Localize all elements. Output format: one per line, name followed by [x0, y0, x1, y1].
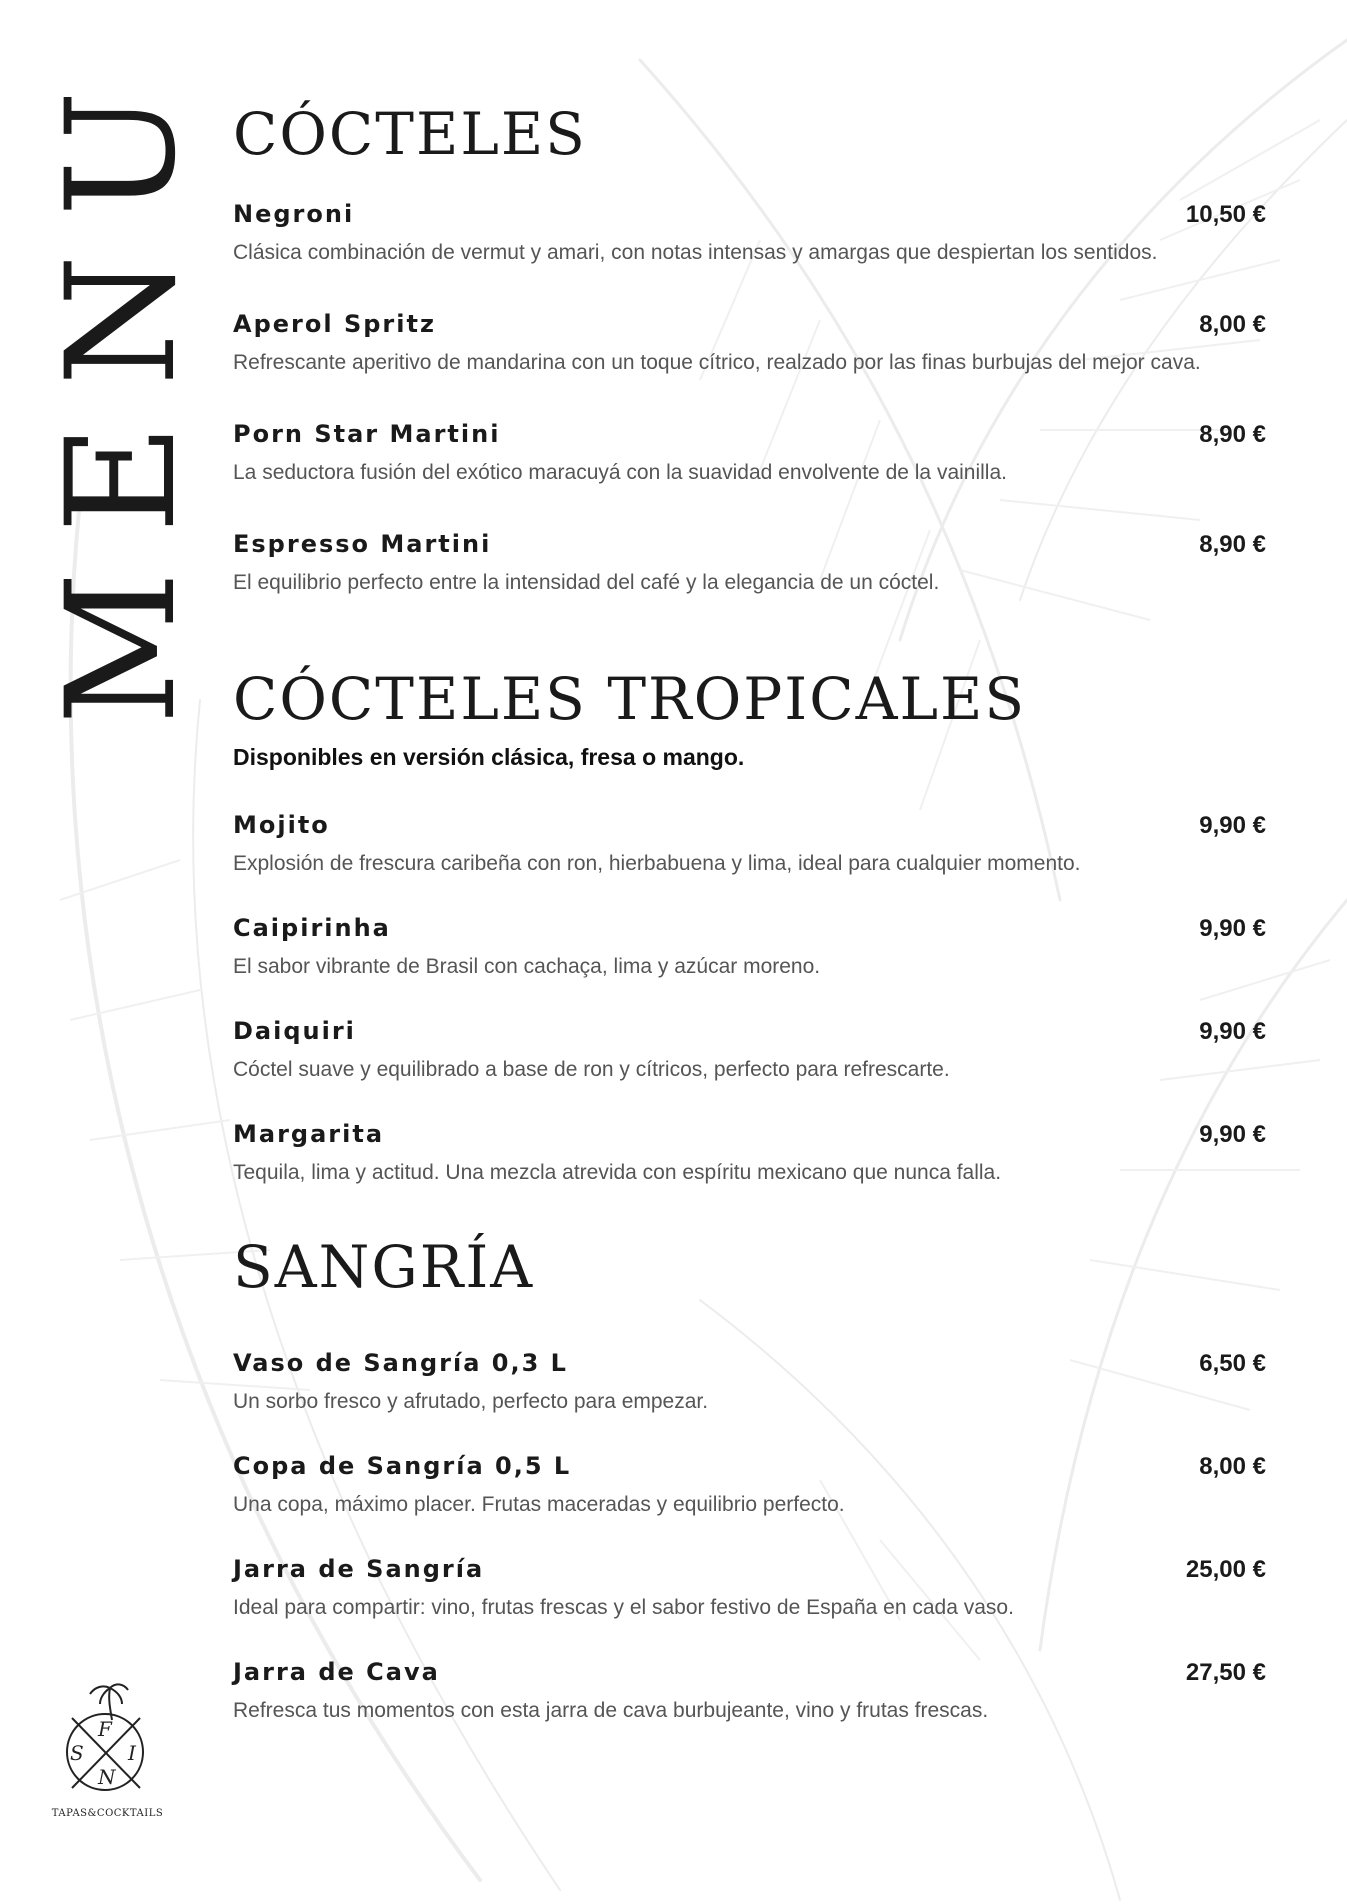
item-description: Ideal para compartir: vino, frutas frescas y el sabor festivo de España en cada vaso.	[233, 1595, 1014, 1619]
section-title: CÓCTELES	[233, 100, 587, 168]
item-name: Daiquiri	[233, 1017, 356, 1046]
item-price: 9,90 €	[1199, 915, 1266, 943]
logo-emblem-icon	[50, 1680, 165, 1805]
section-sangria	[233, 1233, 1266, 1723]
item-name: Jarra de Cava	[233, 1657, 440, 1686]
item-price: 8,90 €	[1199, 530, 1266, 558]
menu-side-title: MENU	[35, 52, 209, 725]
item-description: Cóctel suave y equilibrado a base de ron y cítricos, perfecto para refrescarte.	[233, 1058, 950, 1082]
menu-item	[233, 310, 1266, 375]
menu-item	[233, 811, 1266, 876]
menu-item	[233, 530, 1266, 595]
item-price: 8,00 €	[1199, 1452, 1266, 1480]
item-description: Un sorbo fresco y afrutado, perfecto para empezar.	[233, 1389, 709, 1413]
item-price: 10,50 €	[1185, 200, 1266, 228]
item-price: 9,90 €	[1199, 812, 1266, 840]
logo-letter-i: I	[128, 1741, 136, 1765]
section-title: CÓCTELES TROPICALES	[233, 664, 1027, 733]
item-name: Caipirinha	[233, 914, 391, 943]
item-price: 9,90 €	[1199, 1121, 1266, 1149]
item-list	[233, 200, 1266, 595]
logo-letter-f: F	[98, 1717, 112, 1741]
item-description: Explosión de frescura caribeña con ron, hierbabuena y lima, ideal para cualquier momento.	[233, 852, 1081, 876]
menu-item	[233, 1452, 1266, 1517]
item-name: Porn Star Martini	[233, 419, 501, 448]
sfin-logo	[50, 1680, 165, 1825]
section-title: SANGRÍA	[233, 1233, 535, 1302]
item-price: 8,90 €	[1199, 420, 1266, 448]
menu-item	[233, 1017, 1266, 1082]
logo-tagline: TAPAS&COCKTAILS	[51, 1808, 164, 1819]
item-name: Espresso Martini	[233, 529, 492, 558]
item-price: 9,90 €	[1199, 1018, 1266, 1046]
item-list	[233, 811, 1266, 1185]
menu-item	[233, 1349, 1266, 1414]
item-name: Jarra de Sangría	[233, 1554, 485, 1583]
item-name: Copa de Sangría 0,5 L	[233, 1451, 572, 1480]
item-price: 8,00 €	[1199, 310, 1266, 338]
item-list	[233, 1349, 1266, 1723]
item-name: Margarita	[233, 1120, 385, 1149]
menu-content	[233, 100, 1266, 1723]
item-description: Refresca tus momentos con esta jarra de cava burbujeante, vino y frutas frescas.	[233, 1698, 989, 1722]
item-price: 25,00 €	[1185, 1555, 1266, 1583]
item-name: Mojito	[233, 811, 330, 840]
item-description: El sabor vibrante de Brasil con cachaça, lima y azúcar moreno.	[233, 955, 821, 979]
item-description: Refrescante aperitivo de mandarina con un toque cítrico, realzado por las finas burbujas del mejor cava.	[233, 350, 1201, 374]
item-name: Vaso de Sangría 0,3 L	[233, 1348, 568, 1377]
logo-letter-s: S	[70, 1741, 84, 1765]
menu-item	[233, 1120, 1266, 1185]
item-description: Tequila, lima y actitud. Una mezcla atrevida con espíritu mexicano que nunca falla.	[233, 1161, 1002, 1185]
item-name: Aperol Spritz	[233, 309, 436, 338]
item-description: El equilibrio perfecto entre la intensidad del café y la elegancia de un cóctel.	[233, 570, 940, 594]
item-description: La seductora fusión del exótico maracuyá con la suavidad envolvente de la vainilla.	[233, 460, 1007, 484]
logo-letter-n: N	[98, 1765, 116, 1789]
item-description: Una copa, máximo placer. Frutas maceradas y equilibrio perfecto.	[233, 1492, 845, 1516]
section-cocteles-tropicales	[233, 665, 1266, 1186]
item-price: 6,50 €	[1199, 1349, 1266, 1377]
menu-item	[233, 1658, 1266, 1723]
section-note: Disponibles en versión clásica, fresa o mango.	[233, 744, 745, 771]
section-cocteles	[233, 100, 1266, 595]
item-name: Negroni	[233, 199, 355, 228]
item-price: 27,50 €	[1185, 1658, 1266, 1686]
item-description: Clásica combinación de vermut y amari, con notas intensas y amargas que despiertan los sentidos.	[233, 240, 1158, 264]
menu-item	[233, 200, 1266, 265]
menu-item	[233, 1555, 1266, 1620]
menu-item	[233, 420, 1266, 485]
menu-item	[233, 914, 1266, 979]
